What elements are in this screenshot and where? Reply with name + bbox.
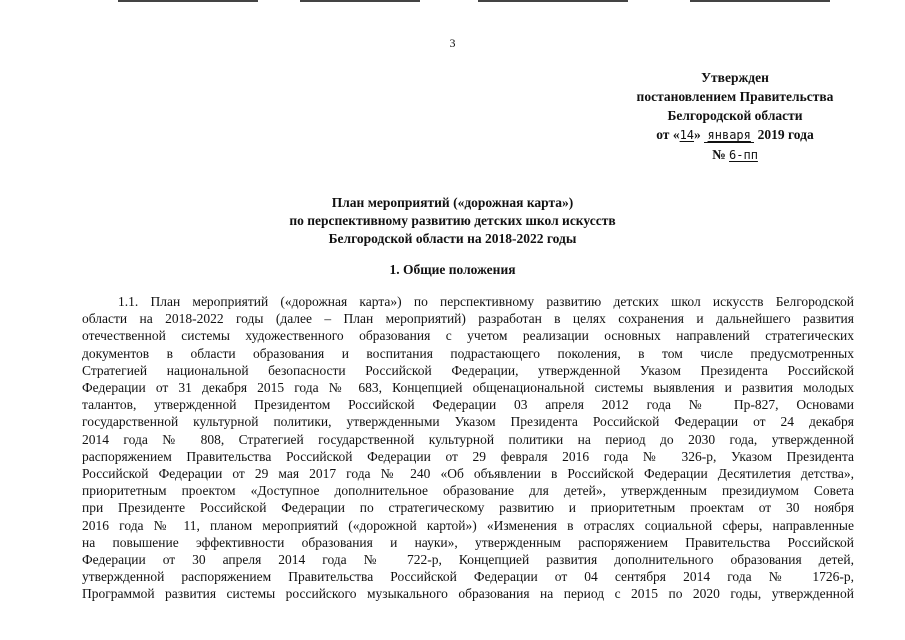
approval-date-prefix: от «: [656, 127, 680, 142]
title-line-2: по перспективному развитию детских школ искусств: [289, 213, 616, 228]
approval-date-mid: »: [694, 127, 701, 142]
approval-block: [590, 68, 880, 165]
approval-line-approved: Утвержден: [701, 70, 769, 85]
approval-month-blank: [704, 128, 754, 143]
approval-date-suffix: года: [784, 127, 814, 142]
paragraph-line: 2014 года № 808, Стратегией государственной культурной политики на период до 2030 года, утвержденной: [82, 431, 854, 447]
approval-line-region: Белгородской области: [667, 108, 803, 123]
scan-artifact-line: [690, 0, 830, 2]
paragraph-line: Российской Федерации от 29 мая 2017 года № 240 «Об объявлении в Российской Федерации Десятилетия детства»,: [82, 466, 854, 482]
scan-artifact-line: [478, 0, 628, 2]
scan-artifact-line: [300, 0, 420, 2]
title-line-1: План мероприятий («дорожная карта»): [331, 195, 574, 210]
approval-number: 6-пп: [729, 148, 758, 162]
scan-top-edge: [0, 0, 905, 3]
paragraph-line: документов в области образования и воспитания подрастающего поколения, в том числе предусмотренных: [82, 345, 854, 361]
approval-number-prefix: №: [712, 147, 726, 162]
approval-month: января: [707, 128, 751, 142]
paragraph-line: 2016 года № 11, планом мероприятий («дорожной картой») «Изменения в отраслях социальной сферы, направленные: [82, 517, 854, 533]
scan-artifact-line: [118, 0, 258, 2]
paragraph-line: при Президенте Российской Федерации по стратегическому развитию и приоритетным проектам от 30 ноября: [82, 500, 854, 516]
title-line-3: Белгородской области на 2018-2022 годы: [328, 231, 577, 246]
paragraph-line: приоритетным проектом «Доступное дополнительное образование для детей», утвержденным президиумом Совета: [82, 483, 854, 499]
approval-day: 14: [679, 128, 695, 142]
paragraph-1-1: [82, 293, 854, 603]
document-title: [0, 194, 905, 248]
approval-line-resolution: постановлением Правительства: [636, 89, 834, 104]
paragraph-line: области на 2018-2022 годы (далее – План мероприятий) разработан в целях сохранения и дальнейшего развития: [82, 311, 854, 327]
paragraph-line: Стратегией национальной безопасности Российской Федерации, утвержденной Указом Президента Российской: [82, 362, 854, 378]
paragraph-line: 1.1. План мероприятий («дорожная карта») по перспективному развитию детских школ искусств Белгородской: [118, 294, 854, 309]
approval-year: 2019: [757, 127, 785, 142]
approval-date-line: [590, 125, 880, 145]
paragraph-line: государственной культурной политики, утвержденными Указом Президента Российской Федерации от 24 декабря: [82, 414, 854, 430]
paragraph-line: распоряжением Правительства Российской Федерации от 29 февраля 2016 года № 326-р, Указом Президента: [82, 448, 854, 464]
page-number: 3: [449, 36, 456, 50]
approval-number-line: [590, 145, 880, 165]
paragraph-line: утвержденной распоряжением Правительства Российской Федерации от 04 сентября 2014 года № 1726-р,: [82, 569, 854, 585]
section-heading: 1. Общие положения: [389, 262, 516, 277]
paragraph-line: на повышение эффективности образования и науки», утвержденным распоряжением Правительства Российской: [82, 534, 854, 550]
paragraph-line: талантов, утвержденной Президентом Российской Федерации 03 апреля 2012 года № Пр-827, Основами: [82, 397, 854, 413]
paragraph-line: Программой развития системы российского музыкального образования на период с 2015 по 2020 годы, утвержденной: [82, 586, 854, 602]
paragraph-line: Федерации от 31 декабря 2015 года № 683, Концепцией общенациональной системы выявления и развития молодых: [82, 380, 854, 396]
paragraph-line: отечественной системы художественного образования с учетом реализации основных направлений стратегических: [82, 328, 854, 344]
paragraph-line: Федерации от 30 апреля 2014 года № 722-р, Концепцией развития дополнительного образования детей,: [82, 552, 854, 568]
